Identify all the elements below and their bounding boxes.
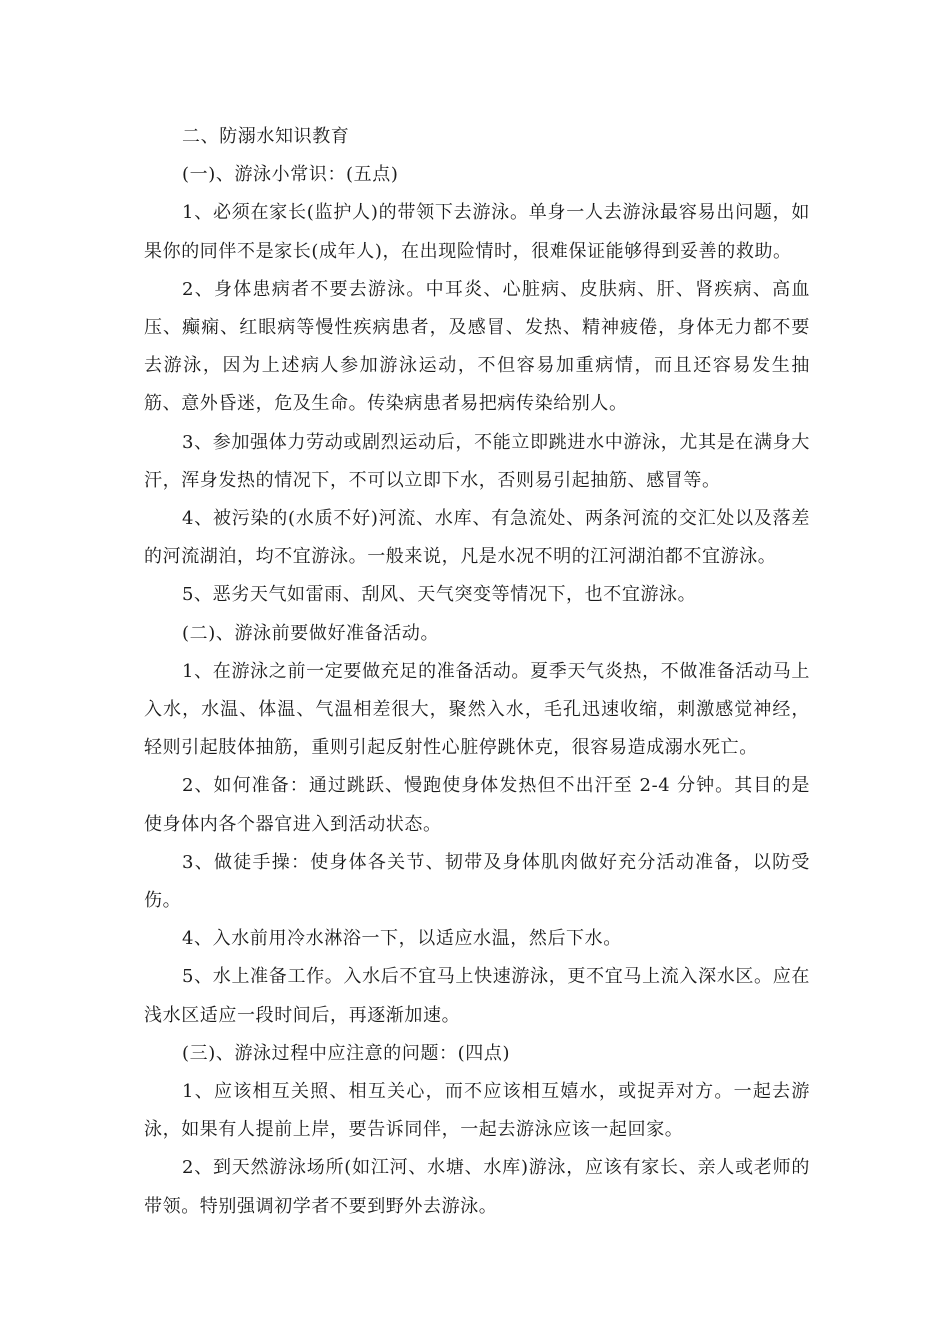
paragraph: 1、应该相互关照、相互关心，而不应该相互嬉水，或捉弄对方。一起去游泳，如果有人提前上岸，要告诉同伴，一起去游泳应该一起回家。 (144, 1081, 810, 1141)
paragraph: 5、水上准备工作。入水后不宜马上快速游泳，更不宜马上流入深水区。应在浅水区适应一段时间后，再逐渐加速。 (144, 966, 810, 1026)
section-title: 二、防溺水知识教育 (182, 126, 350, 147)
subsection-heading-2: (二)、游泳前要做好准备活动。 (182, 622, 440, 644)
paragraph: 5、恶劣天气如雷雨、刮风、天气突变等情况下，也不宜游泳。 (182, 584, 697, 606)
paragraph: 2、到天然游泳场所(如江河、水塘、水库)游泳，应该有家长、亲人或老师的带领。特别强调初学者不要到野外去游泳。 (144, 1157, 810, 1217)
paragraph: 4、入水前用冷水淋浴一下，以适应水温，然后下水。 (182, 928, 622, 950)
paragraph: 2、如何准备：通过跳跃、慢跑使身体发热但不出汗至 2-4 分钟。其目的是使身体内各个器官进入到活动状态。 (144, 775, 810, 835)
paragraph: 1、必须在家长(监护人)的带领下去游泳。单身一人去游泳最容易出问题，如果你的同伴不是家长(成年人)，在出现险情时，很难保证能够得到妥善的救助。 (144, 202, 810, 262)
paragraph: 4、被污染的(水质不好)河流、水库、有急流处、两条河流的交汇处以及落差的河流湖泊，均不宜游泳。一般来说，凡是水况不明的江河湖泊都不宜游泳。 (144, 508, 810, 568)
paragraph: 2、身体患病者不要去游泳。中耳炎、心脏病、皮肤病、肝、肾疾病、高血压、癫痫、红眼病等慢性疾病患者，及感冒、发热、精神疲倦，身体无力都不要去游泳，因为上述病人参加游泳运动，不但容易加重病情，而且还容易发生抽筋、意外昏迷，危及生命。传染病患者易把病传染给别人。 (144, 278, 810, 415)
paragraph: 1、在游泳之前一定要做充足的准备活动。夏季天气炎热，不做准备活动马上入水，水温、体温、气温相差很大，聚然入水，毛孔迅速收缩，刺激感觉神经，轻则引起肢体抽筋，重则引起反射性心脏停跳休克，很容易造成溺水死亡。 (144, 660, 810, 759)
document-body (144, 118, 810, 1226)
subsection-heading-1: (一)、游泳小常识：(五点) (182, 164, 399, 186)
paragraph: 3、参加强体力劳动或剧烈运动后，不能立即跳进水中游泳，尤其是在满身大汗，浑身发热的情况下，不可以立即下水，否则易引起抽筋、感冒等。 (144, 431, 810, 491)
paragraph: 3、做徒手操：使身体各关节、韧带及身体肌肉做好充分活动准备，以防受伤。 (144, 851, 810, 912)
subsection-heading-3: (三)、游泳过程中应注意的问题：(四点) (182, 1042, 511, 1064)
